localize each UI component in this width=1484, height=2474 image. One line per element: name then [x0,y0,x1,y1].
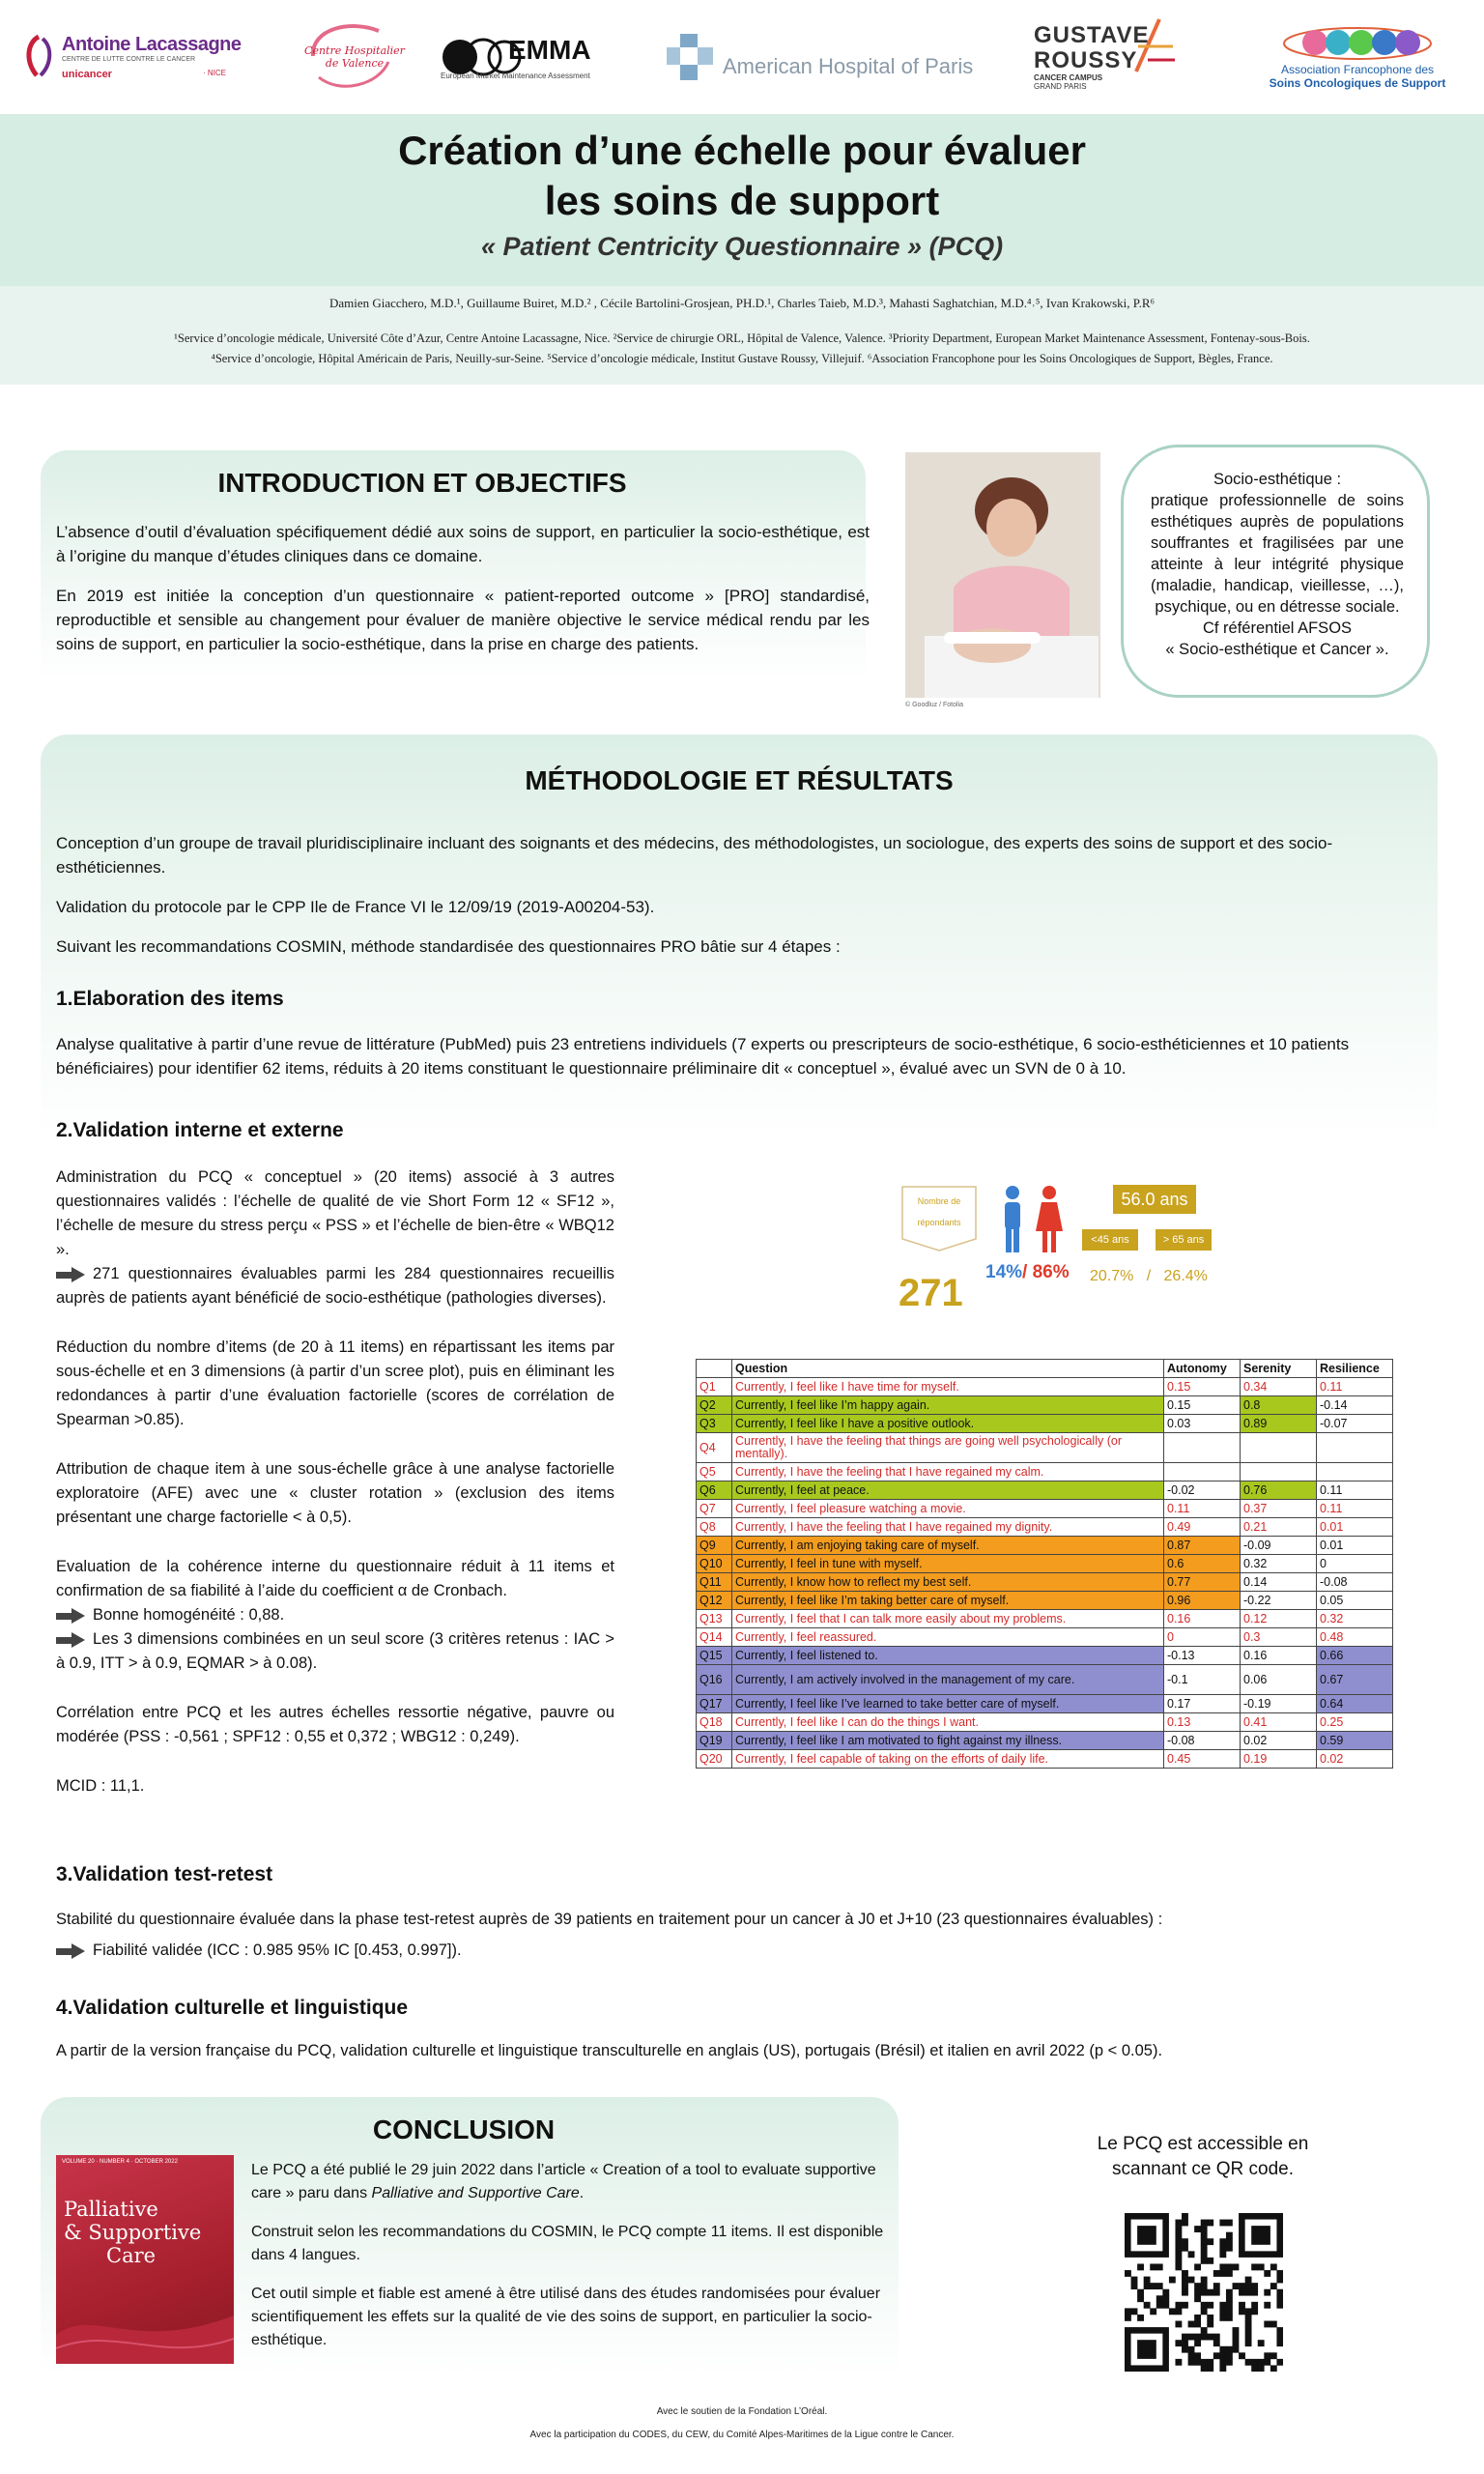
title-line-2: les soins de support [544,178,940,223]
intro-paragraph-1: L’absence d’outil d’évaluation spécifiquement dédié aux soins de support, en particulier la socio-esthétique, est à l’origine du manque d’études cliniques dans ce domaine. [56,523,870,565]
logo-strip [0,0,1484,114]
logo-ch-valence [301,17,408,97]
resilience-value: -0.14 [1317,1396,1393,1415]
question-text: Currently, I feel at peace. [732,1482,1164,1500]
serenity-value: 0.14 [1241,1573,1317,1592]
autonomy-value: 0.6 [1164,1555,1241,1573]
under-45-percent: 20.7% [1090,1268,1134,1284]
autonomy-value: 0.45 [1164,1750,1241,1769]
over-65-percent: 26.4% [1163,1268,1208,1284]
autonomy-value: 0 [1164,1628,1241,1647]
gustave-roussy-slash-icon [1119,17,1177,75]
table-header-autonomy: Autonomy [1164,1360,1241,1378]
resilience-value: -0.07 [1317,1415,1393,1433]
over-65-badge: > 65 ans [1156,1229,1212,1251]
footer-line-1: Avec le soutien de la Fondation L’Oréal. [656,2406,828,2417]
table-row [697,1647,1393,1665]
arrow-icon [56,1633,85,1647]
female-percent: 86% [1032,1262,1070,1282]
table-row [697,1610,1393,1628]
poster-subtitle: « Patient Centricity Questionnaire » (PCQ) [480,232,1004,261]
question-id: Q16 [697,1665,732,1695]
serenity-value: 0.34 [1241,1378,1317,1396]
table-row [697,1750,1393,1769]
table-row [697,1463,1393,1482]
table-row [697,1415,1393,1433]
table-header-serenity: Serenity [1241,1360,1317,1378]
serenity-value [1241,1463,1317,1482]
autonomy-value: 0.03 [1164,1415,1241,1433]
socio-title: Socio-esthétique : [1213,471,1342,488]
autonomy-value: 0.16 [1164,1610,1241,1628]
serenity-value: 0.12 [1241,1610,1317,1628]
table-row [697,1500,1393,1518]
section-3-bullet-text: Fiabilité validée (ICC : 0.985 95% IC [0.453, 0.997]). [93,1942,462,1959]
logo-afsos-line2: Association Francophone des [1280,63,1435,76]
qr-caption [1043,2132,1362,2182]
conclusion-paragraph-3: Cet outil simple et fiable est amené à être utilisé dans des études randomisées pour évaluer scientifiquement les effets sur la qualité de vie des soins de support, en particulier la socio-esthétique. [251,2286,881,2348]
question-id: Q5 [697,1463,732,1482]
logo-valence-line1: Centre Hospitalier [304,44,405,57]
title-band [0,114,1484,286]
table-body [697,1378,1393,1769]
male-female-icon [993,1185,1070,1262]
journal-cover-line-3: Care [106,2244,157,2267]
question-text: Currently, I have the feeling that things are going well psychologically (or mentally). [732,1433,1164,1463]
affiliations-line-1: ¹Service d’oncologie médicale, Université Côte d’Azur, Centre Antoine Lacassagne, Nice. ²Service de chirurgie ORL, Hôpital de Valence, Valence. ³Priority Department, European Market Maintenance Assessment, Fontenay-sous-Bois. [174,331,1310,345]
section-2-text [56,1165,614,1798]
table-row [697,1378,1393,1396]
question-text: Currently, I feel like I can do the things I want. [732,1713,1164,1732]
conclusion-paragraph-1 [251,2159,889,2205]
table-header-id [697,1360,732,1378]
autonomy-value: 0.49 [1164,1518,1241,1537]
resilience-value: 0.01 [1317,1518,1393,1537]
arrow-icon [56,1268,85,1281]
methods-intro-text [56,831,1428,974]
title-line-1: Création d’une échelle pour évaluer [398,128,1086,173]
logo-gr-line1: GUSTAVE [1034,22,1150,48]
autonomy-value: 0.11 [1164,1500,1241,1518]
serenity-value: 0.32 [1241,1555,1317,1573]
male-percent: 14% [985,1262,1023,1282]
respondents-infographic [889,1181,1314,1326]
logo-valence-line2: de Valence [325,57,385,70]
logo-unicancer: unicancer [62,69,112,80]
autonomy-value: -0.1 [1164,1665,1241,1695]
section-2-paragraph-5: Corrélation entre PCQ et les autres échelles ressortie négative, pauvre ou modérée (PSS : -0,561 ; SPF12 : 0,55 et 0,372 ; WBG12 : 0,249). [56,1704,614,1745]
conclusion-paragraph-2: Construit selon les recommandations du COSMIN, le PCQ compte 11 items. Il est disponible dans 4 langues. [251,2224,884,2263]
socio-ref-2: « Socio-esthétique et Cancer ». [1165,641,1389,658]
question-text: Currently, I feel reassured. [732,1628,1164,1647]
serenity-value: 0.8 [1241,1396,1317,1415]
autonomy-value: 0.13 [1164,1713,1241,1732]
poster-title [0,126,1484,226]
table-row [697,1555,1393,1573]
section-1-title: 1.Elaboration des items [56,988,284,1010]
serenity-value: 0.06 [1241,1665,1317,1695]
autonomy-value: 0.77 [1164,1573,1241,1592]
serenity-value: 0.37 [1241,1500,1317,1518]
serenity-value: -0.09 [1241,1537,1317,1555]
table-header-row [697,1360,1393,1378]
question-text: Currently, I am actively involved in the management of my care. [732,1665,1164,1695]
section-2-paragraph-2: Réduction du nombre d’items (de 20 à 11 items) en répartissant les items par sous-échelle et en 3 dimensions (à partir d’un scree plot), puis en éliminant les redondances à partir d’une évaluation factorielle (scores de corrélation de Spearman >0.85). [56,1338,614,1428]
logo-emma-tagline: European Market Maintenance Assessment [441,71,590,80]
intro-text [56,520,870,672]
question-text: Currently, I feel in tune with myself. [732,1555,1164,1573]
age-ratio [1090,1268,1208,1285]
section-2-paragraph-4b: Les 3 dimensions combinées en un seul score (3 critères retenus : IAC > à 0.9, ITT > à 0.9, EQMAR > à 0.08). [56,1630,614,1672]
methods-title: MÉTHODOLOGIE ET RÉSULTATS [525,765,954,795]
affiliations [58,329,1426,369]
serenity-value: 0.21 [1241,1518,1317,1537]
journal-cover-line-2: & Supportive [64,2221,202,2244]
autonomy-value: -0.02 [1164,1482,1241,1500]
question-text: Currently, I feel like I’ve learned to take better care of myself. [732,1695,1164,1713]
logo-lacassagne-tagline: CENTRE DE LUTTE CONTRE LE CANCER [62,56,196,63]
question-id: Q18 [697,1713,732,1732]
table-header-resilience: Resilience [1317,1360,1393,1378]
resilience-value: 0.01 [1317,1537,1393,1555]
logo-american-hospital [663,17,982,97]
resilience-value: 0 [1317,1555,1393,1573]
qr-caption-line-2: scannant ce QR code. [1112,2159,1294,2179]
resilience-value: 0.11 [1317,1500,1393,1518]
logo-gr-line2: ROUSSY [1034,47,1138,73]
question-id: Q20 [697,1750,732,1769]
question-id: Q8 [697,1518,732,1537]
resilience-value [1317,1463,1393,1482]
methods-paragraph-3: Suivant les recommandations COSMIN, méthode standardisée des questionnaires PRO bâtie sur 4 étapes : [56,937,841,956]
autonomy-value: -0.08 [1164,1732,1241,1750]
logo-gustave-roussy [1034,17,1179,97]
section-2-title: 2.Validation interne et externe [56,1119,344,1141]
question-text: Currently, I feel like I have time for myself. [732,1378,1164,1396]
photo-credit: © Goodluz / Fotolia [905,702,964,708]
serenity-value: 0.02 [1241,1732,1317,1750]
gender-separator: / [1022,1262,1028,1282]
respondents-count: 271 [899,1272,963,1314]
gender-ratio [985,1262,1070,1283]
logo-gr-line3: CANCER CAMPUS [1034,73,1103,82]
question-id: Q1 [697,1378,732,1396]
afsos-circles-icon [1280,24,1435,61]
question-text: Currently, I know how to reflect my best self. [732,1573,1164,1592]
serenity-value: 0.3 [1241,1628,1317,1647]
serenity-value [1241,1433,1317,1463]
table-row [697,1732,1393,1750]
logo-antoine-lacassagne [19,17,251,97]
qr-code-icon[interactable] [1125,2213,1283,2372]
section-2-paragraph-3: Attribution de chaque item à une sous-échelle grâce à une analyse factorielle exploratoire (AFE) avec une « cluster rotation » (exclusion des items présentant une charge factorielle < à 0,5). [56,1460,614,1526]
resilience-value: -0.08 [1317,1573,1393,1592]
resilience-value: 0.48 [1317,1628,1393,1647]
question-id: Q14 [697,1628,732,1647]
socio-ref-1: Cf référentiel AFSOS [1202,619,1353,637]
affiliations-line-2: ⁴Service d’oncologie, Hôpital Américain de Paris, Neuilly-sur-Seine. ⁵Service d’oncologie médicale, Institut Gustave Roussy, Villejuif. ⁶Association Francophone pour les Soins Oncologiques de Support, Bègles, France. [211,352,1273,365]
autonomy-value [1164,1433,1241,1463]
question-id: Q19 [697,1732,732,1750]
socio-body: pratique professionnelle de soins esthétiques auprès de populations souffrantes et fragilisées par une atteinte à leur intégrité physique (maladie, handicap, vieillesse, …), psychique, ou en détresse sociale. [1151,492,1404,616]
question-id: Q12 [697,1592,732,1610]
resilience-value: 0.05 [1317,1592,1393,1610]
table-row [697,1537,1393,1555]
conclusion-p1-end: . [579,2185,585,2201]
resilience-value: 0.11 [1317,1482,1393,1500]
socio-esthetique-photo [905,452,1100,698]
journal-cover-top: VOLUME 20 · NUMBER 4 · OCTOBER 2022 [62,2159,178,2165]
question-id: Q11 [697,1573,732,1592]
logo-emma [441,17,643,97]
section-2-paragraph-1: Administration du PCQ « conceptuel » (20 items) associé à 3 autres questionnaires validés : l’échelle de qualité de vie Short Form 12 « SF12 », l’échelle de mesure du stress perçu « PSS » et l’échelle de bien-être « WBQ12 ». [56,1168,614,1258]
author-band [0,286,1484,385]
methods-paragraph-2: Validation du protocole par le CPP Ile de France VI le 12/09/19 (2019-A00204-53). [56,898,655,916]
journal-cover-title [64,2198,201,2267]
question-text: Currently, I am enjoying taking care of myself. [732,1537,1164,1555]
factor-loading-table [696,1359,1393,1769]
journal-name-inline: Palliative and Supportive Care [371,2185,580,2201]
autonomy-value: 0.17 [1164,1695,1241,1713]
question-id: Q2 [697,1396,732,1415]
arrow-icon [56,1944,85,1958]
question-id: Q3 [697,1415,732,1433]
intro-panel [41,450,870,682]
table-row [697,1433,1393,1463]
intro-paragraph-2: En 2019 est initiée la conception d’un questionnaire « patient-reported outcome » [PRO] standardisé, reproductible et sensible au changement pour évaluer de manière objective le service médical rendu par les soins de support, en particulier la socio-esthétique, dans la prise en charge des patients. [56,587,870,653]
journal-cover-line-1: Palliative [64,2198,158,2221]
question-text: Currently, I feel listened to. [732,1647,1164,1665]
section-2-bullet-respondents [56,1262,614,1310]
conclusion-text [251,2159,889,2368]
american-hospital-cross-icon [663,30,717,84]
question-id: Q15 [697,1647,732,1665]
conclusion-title: CONCLUSION [372,2114,556,2144]
question-text: Currently, I feel like I’m taking better care of myself. [732,1592,1164,1610]
table-row [697,1665,1393,1695]
section-4-text: A partir de la version française du PCQ, validation culturelle et linguistique transculturelle en anglais (US), portugais (Brésil) et italien en avril 2022 (p < 0.05). [56,2042,1163,2059]
socio-definition-text [1151,469,1404,660]
journal-cover [56,2155,234,2364]
section-2-paragraph-4a: Bonne homogénéité : 0,88. [93,1606,285,1624]
section-3-text: Stabilité du questionnaire évaluée dans la phase test-retest auprès de 39 patients en traitement pour un cancer à J0 et J+10 (23 questionnaires évaluables) : [56,1911,1163,1928]
logo-lacassagne-city: · NICE [203,69,226,77]
autonomy-value [1164,1463,1241,1482]
serenity-value: -0.19 [1241,1695,1317,1713]
table-row [697,1628,1393,1647]
section-1-text: Analyse qualitative à partir d’une revue de littérature (PubMed) puis 23 entretiens individuels (7 experts ou prescripteurs de socio-esthétique, 6 socio-esthéticiennes et 10 patients bénéficiaires) pour identifier 62 items, réduits à 20 items constituant le questionnaire préliminaire dit « conceptuel », évalué avec un SVN de 0 à 10. [56,1035,1350,1078]
beautician-care-icon [905,452,1100,698]
logo-american-hospital-name: American Hospital of Paris [723,54,974,78]
question-text: Currently, I have the feeling that I have regained my dignity. [732,1518,1164,1537]
serenity-value: 0.41 [1241,1713,1317,1732]
section-2-paragraph-1b: 271 questionnaires évaluables parmi les 284 questionnaires recueillis auprès de patients ayant bénéficié de socio-esthétique (pathologies diverses). [56,1265,614,1307]
table-row [697,1518,1393,1537]
section-2-paragraph-4: Evaluation de la cohérence interne du questionnaire réduit à 11 items et confirmation de sa fiabilité à l’aide du coefficient α de Cronbach. [56,1558,614,1599]
autonomy-value: 0.96 [1164,1592,1241,1610]
table-row [697,1482,1393,1500]
intro-title: INTRODUCTION ET OBJECTIFS [217,468,627,498]
footer-line-2: Avec la participation du CODES, du CEW, du Comité Alpes-Maritimes de la Ligue contre le Cancer. [529,2430,955,2440]
socio-definition-box [1121,445,1430,698]
arrow-icon [56,1609,85,1623]
logo-afsos-line3: Soins Oncologiques de Support [1269,76,1446,90]
table-row [697,1573,1393,1592]
question-text: Currently, I feel like I’m happy again. [732,1396,1164,1415]
resilience-value: 0.59 [1317,1732,1393,1750]
respondents-label: Nombre de répondants [917,1196,961,1227]
question-text: Currently, I feel like I am motivated to fight against my illness. [732,1732,1164,1750]
mean-age-badge: 56.0 ans [1113,1185,1196,1214]
table-row [697,1695,1393,1713]
resilience-value: 0.67 [1317,1665,1393,1695]
resilience-value: 0.11 [1317,1378,1393,1396]
section-3-title: 3.Validation test-retest [56,1863,273,1885]
autonomy-value: 0.15 [1164,1378,1241,1396]
question-id: Q17 [697,1695,732,1713]
autonomy-value: -0.13 [1164,1647,1241,1665]
autonomy-value: 0.15 [1164,1396,1241,1415]
serenity-value: 0.89 [1241,1415,1317,1433]
table-row [697,1396,1393,1415]
question-id: Q4 [697,1433,732,1463]
question-text: Currently, I feel like I have a positive outlook. [732,1415,1164,1433]
question-text: Currently, I feel pleasure watching a movie. [732,1500,1164,1518]
section-4-title: 4.Validation culturelle et linguistique [56,1997,409,2019]
logo-emma-name: EMMA [508,34,591,65]
question-id: Q13 [697,1610,732,1628]
serenity-value: 0.76 [1241,1482,1317,1500]
section-2-paragraph-6: MCID : 11,1. [56,1777,145,1795]
table-row [697,1713,1393,1732]
resilience-value: 0.64 [1317,1695,1393,1713]
question-text: Currently, I feel capable of taking on the efforts of daily life. [732,1750,1164,1769]
table-row [697,1592,1393,1610]
section-2-bullet-homogeneity [56,1603,614,1627]
table-header-question: Question [732,1360,1164,1378]
section-2-bullet-dimensions [56,1627,614,1676]
section-3-bullet [56,1939,1428,1963]
question-id: Q10 [697,1555,732,1573]
resilience-value: 0.66 [1317,1647,1393,1665]
question-text: Currently, I feel that I can talk more easily about my problems. [732,1610,1164,1628]
logo-gr-line4: GRAND PARIS [1034,82,1087,91]
serenity-value: 0.16 [1241,1647,1317,1665]
serenity-value: -0.22 [1241,1592,1317,1610]
methods-panel [41,734,1438,1140]
question-id: Q9 [697,1537,732,1555]
question-text: Currently, I have the feeling that I have regained my calm. [732,1463,1164,1482]
under-45-badge: <45 ans [1082,1229,1138,1251]
qr-caption-line-1: Le PCQ est accessible en [1097,2134,1309,2154]
autonomy-value: 0.87 [1164,1537,1241,1555]
age-separator: / [1146,1268,1152,1284]
question-id: Q7 [697,1500,732,1518]
question-id: Q6 [697,1482,732,1500]
serenity-value: 0.19 [1241,1750,1317,1769]
methods-paragraph-1: Conception d’un groupe de travail pluridisciplinaire incluant des soignants et des médecins, des méthodologistes, un sociologue, des experts des soins de support et des socio-esthéticiennes. [56,834,1333,877]
journal-cover-art-icon [56,2277,234,2364]
resilience-value: 0.02 [1317,1750,1393,1769]
resilience-value: 0.32 [1317,1610,1393,1628]
resilience-value: 0.25 [1317,1713,1393,1732]
resilience-value [1317,1433,1393,1463]
conclusion-p1-start: Le PCQ a été publié le 29 juin 2022 dans l’article « Creation of a tool to evaluate supportive care » paru dans [251,2162,876,2201]
authors-line: Damien Giacchero, M.D.¹, Guillaume Buiret, M.D.² , Cécile Bartolini-Grosjean, PH.D.¹, Charles Taieb, M.D.³, Mahasti Saghatchian, M.D.⁴˒⁵, Ivan Krakowski, P.R⁶ [328,296,1156,310]
logo-afsos [1246,17,1469,97]
logo-lacassagne-name: Antoine Lacassagne [62,34,242,55]
lacassagne-emblem-icon [19,33,58,81]
